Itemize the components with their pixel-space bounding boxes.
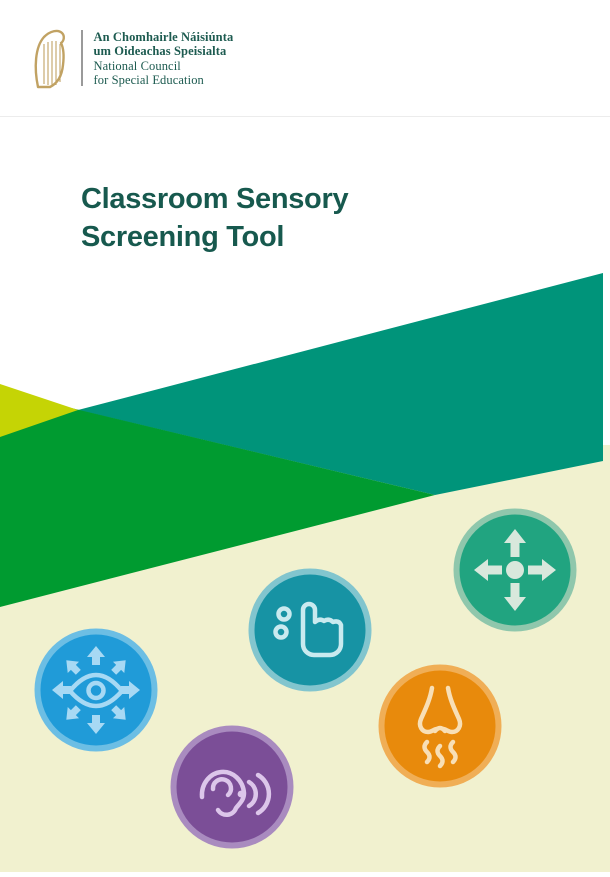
sense-circle-movement xyxy=(451,506,579,634)
logo-english-line-1: National Council xyxy=(93,58,181,73)
logo-english-line-2: for Special Education xyxy=(93,73,204,88)
logo-text xyxy=(94,27,234,88)
title-line-2: Screening Tool xyxy=(81,221,285,253)
harp-icon xyxy=(30,27,70,91)
page-title xyxy=(81,180,348,256)
logo-divider xyxy=(81,30,83,86)
title-line-1: Classroom Sensory xyxy=(81,183,349,215)
ncse-logo xyxy=(30,27,233,91)
sense-circle-hearing xyxy=(168,723,296,851)
logo-irish-line-2: um Oideachas Speisialta xyxy=(93,44,227,59)
sense-circle-touch xyxy=(246,566,374,694)
sense-circle-smell xyxy=(376,662,504,790)
sense-circle-vision xyxy=(32,626,160,754)
logo-irish-line-1: An Chomhairle Náisiúnta xyxy=(93,30,234,44)
